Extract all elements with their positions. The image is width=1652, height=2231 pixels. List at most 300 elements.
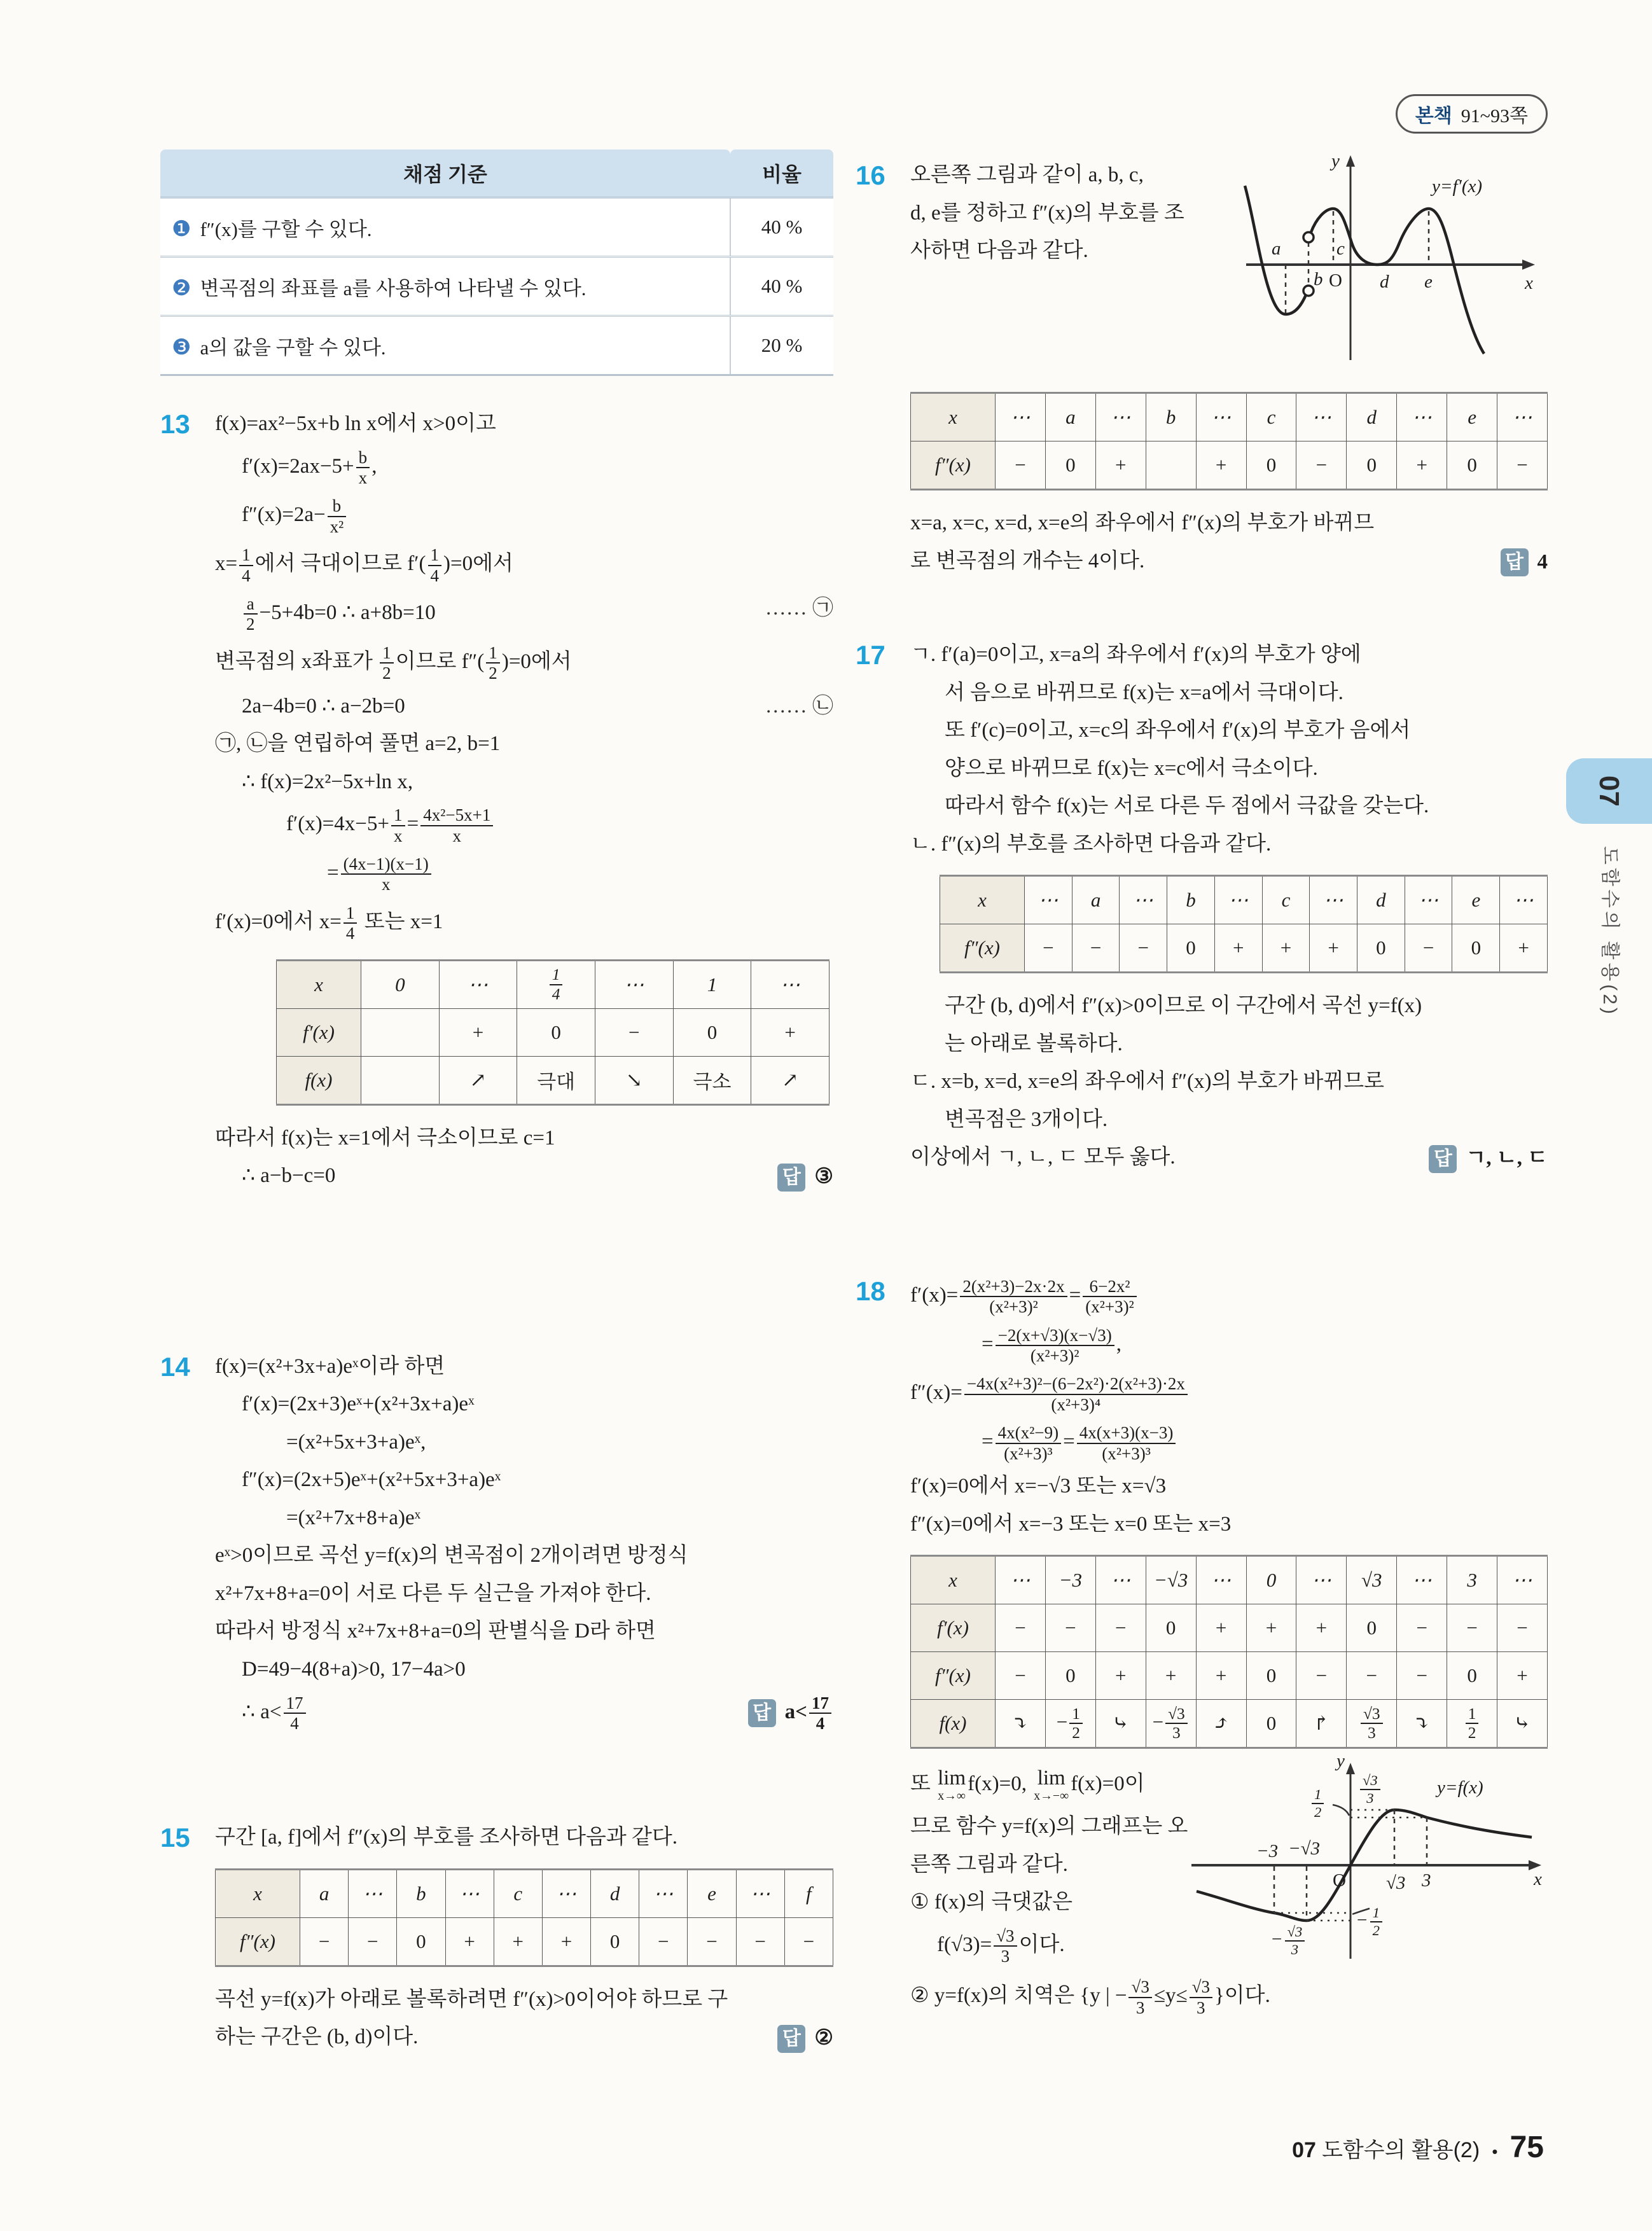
ymax-label: $\frac{√3}{3}$ xyxy=(1358,1773,1382,1806)
table-cell: − xyxy=(1497,1604,1548,1652)
table-cell: a xyxy=(300,1869,349,1917)
sign-table xyxy=(276,959,829,1106)
table-cell: + xyxy=(1497,1652,1548,1700)
text-line: ㄷ. x=b, x=d, x=e의 좌우에서 f″(x)의 부호가 바뀌므로 xyxy=(910,1070,1384,1094)
table-cell: ⋯ xyxy=(1497,1556,1548,1604)
table-cell: ⋯ xyxy=(1500,876,1548,924)
x-minus3-label: −3 xyxy=(1256,1841,1279,1862)
chapter-side-tab xyxy=(1566,758,1652,824)
rubric-text: f″(x)를 구할 수 있다. xyxy=(200,218,372,240)
row-header-cell: x xyxy=(911,1556,996,1604)
solution-lines xyxy=(910,987,1548,1178)
yhalf-label: $\frac{1}{2}$ xyxy=(1310,1787,1326,1820)
text-line: 따라서 방정식 x²+7x+8+a=0의 판별식을 D라 하면 xyxy=(215,1620,656,1643)
answer-value: a< $\frac{17}{4}$ xyxy=(785,1700,833,1723)
table-cell: + xyxy=(1095,1652,1146,1700)
table-cell xyxy=(1146,441,1196,490)
table-cell: ⤷ xyxy=(1095,1700,1146,1748)
problem-number: 17 xyxy=(856,639,885,670)
solution-lines xyxy=(910,1763,1232,1970)
text-line: = $\frac{\text{4x(x²−9)}}{\text{(x²+3)³}}$ = $\frac{4x(x+3)(x-3)}{\text{(x²+3)³}}$ xyxy=(910,1419,1548,1468)
text-line: = $\frac{-2(x+√3)(x-√3)}{\text{(x²+3)²}}$ , xyxy=(982,1325,1121,1366)
text-line: f′(x)=4x−5+ $\frac{1}{x}$ = $\frac{\text{4x²−5x+1}}{x}$ xyxy=(215,801,833,850)
answer-stamp-icon: 답 xyxy=(1501,548,1529,576)
table-row xyxy=(216,1917,833,1966)
footer-bullet: • xyxy=(1492,2141,1498,2161)
rubric-row xyxy=(160,257,833,316)
solution-lines xyxy=(910,504,1548,581)
table-cell: ⋯ xyxy=(1120,876,1167,924)
solution-lines xyxy=(910,156,1282,270)
rubric-header-row xyxy=(160,149,833,198)
table-cell: − xyxy=(1045,1604,1095,1652)
table-cell: 극소 xyxy=(673,1056,751,1104)
text-line: =(x²+7x+8+a)eˣ xyxy=(286,1506,421,1529)
problem-number: 16 xyxy=(856,160,885,190)
table-row xyxy=(911,1700,1548,1748)
table-cell: − xyxy=(1405,924,1452,973)
table-cell: 0 xyxy=(1447,441,1497,490)
table-cell: ⋯ xyxy=(1310,876,1357,924)
table-cell: 0 xyxy=(517,1008,595,1056)
table-cell: 0 xyxy=(1146,1604,1196,1652)
table-cell: 0 xyxy=(1347,441,1397,490)
table-cell: − xyxy=(1397,1604,1447,1652)
table-cell: ⋯ xyxy=(996,393,1046,441)
table-cell: ↗ xyxy=(439,1056,517,1104)
table-cell: d xyxy=(1347,393,1397,441)
table-cell: 0 xyxy=(1452,924,1500,973)
point-e-label: e xyxy=(1424,272,1433,292)
table-cell: ⋯ xyxy=(439,960,517,1008)
row-header-cell: x xyxy=(940,876,1025,924)
answer-value: ② xyxy=(814,2027,833,2050)
table-cell: a xyxy=(1045,393,1095,441)
text-line: 곡선 y=f(x)가 아래로 볼록하려면 f″(x)>0이어야 하므로 구 xyxy=(215,1987,728,2011)
footer-title: 도함수의 활용(2) xyxy=(1322,2138,1480,2162)
rubric-ratio: 20 % xyxy=(730,316,833,375)
table-cell: + xyxy=(1310,924,1357,973)
table-cell: 0 xyxy=(1045,441,1095,490)
table-cell: ⋯ xyxy=(1214,876,1262,924)
page-footer xyxy=(856,2130,1544,2165)
table-cell: ⋯ xyxy=(751,960,829,1008)
answer-value: ③ xyxy=(814,1165,833,1188)
table-cell: 0 xyxy=(673,1008,751,1056)
text-line: f′(x)=2ax−5+ $\frac{b}{x}$ , xyxy=(242,447,377,487)
table-cell: f xyxy=(784,1869,833,1917)
table-cell: 0 xyxy=(1246,1556,1296,1604)
text-line: 른쪽 그림과 같다. xyxy=(910,1852,1068,1876)
table-cell xyxy=(361,1056,440,1104)
row-header-cell: f″(x) xyxy=(911,441,996,490)
table-cell: 0 xyxy=(1246,1700,1296,1748)
text-line: f′(x)=0에서 x= $\frac{1}{4}$ 또는 x=1 xyxy=(215,903,443,943)
solution-lines xyxy=(910,1272,1548,1543)
table-cell: a xyxy=(1072,876,1120,924)
problem-16-solution xyxy=(856,151,1548,581)
text-line: ∴ a−b−c=0 답 ③ xyxy=(215,1157,833,1196)
x-minus-sqrt3-label: −√3 xyxy=(1288,1838,1320,1859)
y-axis-label: y xyxy=(1331,151,1340,171)
table-cell: + xyxy=(439,1008,517,1056)
sign-table xyxy=(910,1555,1548,1749)
step-2-icon: ❷ xyxy=(172,275,191,301)
text-line: 서 음으로 바뀌므로 f(x)는 x=a에서 극대이다. xyxy=(945,681,1343,704)
text-line: $\frac{a}{2}$ −5+4b=0 ∴ a+8b=10 …… ㉠ xyxy=(215,590,833,639)
table-cell: ↗ xyxy=(751,1056,829,1104)
row-header-cell: f(x) xyxy=(277,1056,361,1104)
table-row xyxy=(911,1652,1548,1700)
table-cell: e xyxy=(1447,393,1497,441)
text-line: 따라서 함수 f(x)는 서로 다른 두 점에서 극값을 갖는다. xyxy=(945,795,1429,818)
table-cell: 극대 xyxy=(517,1056,595,1104)
text-line: ㉠, ㉡을 연립하여 풀면 a=2, b=1 xyxy=(215,732,501,756)
table-cell: − xyxy=(996,441,1046,490)
answer-value: ㄱ, ㄴ, ㄷ xyxy=(1466,1147,1548,1171)
table-cell: 0 xyxy=(1347,1604,1397,1652)
open-circle-lower xyxy=(1303,286,1314,296)
text-line: f″(x)=0에서 x=−3 또는 x=0 또는 x=3 xyxy=(910,1512,1232,1536)
row-header-cell: f′(x) xyxy=(911,1604,996,1652)
text-line: x=a, x=c, x=d, x=e의 좌우에서 f″(x)의 부호가 바뀌므 xyxy=(910,511,1375,534)
curve-label: y=f′(x) xyxy=(1432,176,1483,197)
problem-14-solution xyxy=(160,1348,833,1738)
text-line: 구간 (b, d)에서 f″(x)>0이므로 이 구간에서 곡선 y=f(x) xyxy=(945,994,1422,1018)
problem-number: 13 xyxy=(160,409,190,439)
table-cell: + xyxy=(1296,1604,1347,1652)
table-cell: c xyxy=(1262,876,1310,924)
table-cell: − xyxy=(1347,1652,1397,1700)
table-cell: ⋯ xyxy=(1397,1556,1447,1604)
table-cell: − xyxy=(784,1917,833,1966)
table-cell: + xyxy=(1095,441,1146,490)
table-cell: + xyxy=(1397,441,1447,490)
text-line: D=49−4(8+a)>0, 17−4a>0 xyxy=(242,1658,466,1681)
table-cell: e xyxy=(688,1869,736,1917)
table-cell: − $\frac{1}{2}$ xyxy=(1045,1700,1095,1748)
text-line: 2a−4b=0 ∴ a−2b=0 …… ㉡ xyxy=(242,694,833,718)
table-cell: ↘ xyxy=(595,1056,673,1104)
y-axis-arrow xyxy=(1346,1763,1355,1774)
text-line: f″(x)= $\frac{\text{−4x(x²+3)²−(6−2x²)·2(x²+3)·2x}}{\text{(x²+3)⁴}}$ xyxy=(910,1370,1548,1419)
text-line: f″(x)=2a− $\frac{b}{\text{x²}}$ xyxy=(215,492,833,541)
table-cell: + xyxy=(1196,1604,1246,1652)
point-a-label: a xyxy=(1272,239,1281,259)
row-header-cell: f″(x) xyxy=(940,924,1025,973)
text-line: f″(x)=(2x+5)eˣ+(x²+5x+3+a)eˣ xyxy=(242,1468,501,1492)
rubric-row xyxy=(160,316,833,375)
rubric-ratio: 40 % xyxy=(730,198,833,257)
text-line: 사하면 다음과 같다. xyxy=(910,239,1088,263)
table-cell: 0 xyxy=(397,1917,445,1966)
x-axis-label: x xyxy=(1525,273,1533,293)
chapter-number: 07 xyxy=(1593,775,1625,807)
footer-page-number: 75 xyxy=(1510,2130,1544,2164)
solution-lines xyxy=(215,1819,833,1857)
table-cell: ↱ xyxy=(1296,1700,1347,1748)
table-cell: d xyxy=(591,1869,639,1917)
problem-number: 15 xyxy=(160,1823,190,1853)
table-cell: − xyxy=(1447,1604,1497,1652)
book-page-ref-badge xyxy=(1396,94,1548,134)
table-cell: e xyxy=(1452,876,1500,924)
table-cell: ⋯ xyxy=(445,1869,494,1917)
table-cell: + xyxy=(542,1917,590,1966)
table-cell: − $\frac{√3}{3}$ xyxy=(1146,1700,1196,1748)
table-cell: ⋯ xyxy=(1296,1556,1347,1604)
point-c-label: c xyxy=(1336,239,1345,259)
text-line: 므로 함수 y=f(x)의 그래프는 오 xyxy=(910,1815,1188,1838)
answer-stamp-icon: 답 xyxy=(777,1164,805,1192)
table-cell: ⋯ xyxy=(595,960,673,1008)
table-cell: 0 xyxy=(1357,924,1405,973)
table-cell: ⋯ xyxy=(996,1556,1046,1604)
table-cell: − xyxy=(1296,1652,1347,1700)
curve-label: y=f(x) xyxy=(1437,1777,1483,1798)
table-cell: − xyxy=(1397,1652,1447,1700)
solution-lines xyxy=(215,1120,833,1197)
text-line: 또 f′(c)=0이고, x=c의 좌우에서 f′(x)의 부호가 음에서 xyxy=(945,719,1411,742)
half-label-arrow xyxy=(1333,1805,1349,1816)
table-row xyxy=(216,1869,833,1917)
rubric-ratio: 40 % xyxy=(730,257,833,316)
text-line: f′(x)= $\frac{\text{2(x²+3)−2x·2x}}{\text{(x²+3)²}}$ = $\frac{\text{6−2x²}}{\text{(x²+3)²}}$ xyxy=(910,1272,1548,1321)
table-cell: $\frac{√3}{3}$ xyxy=(1347,1700,1397,1748)
ymin-label: − $\frac{√3}{3}$ xyxy=(1270,1924,1307,1957)
text-line: 로 변곡점의 개수는 4이다. 답 4 xyxy=(910,543,1548,581)
table-cell: − xyxy=(688,1917,736,1966)
table-cell: − xyxy=(1025,924,1072,973)
table-cell: ⋯ xyxy=(1497,393,1548,441)
table-cell: b xyxy=(397,1869,445,1917)
table-cell: −3 xyxy=(1045,1556,1095,1604)
text-line: f′(x)=(2x+3)eˣ+(x²+3x+a)eˣ xyxy=(242,1393,475,1416)
table-cell: $\frac{1}{2}$ xyxy=(1447,1700,1497,1748)
table-cell: + xyxy=(1214,924,1262,973)
sign-table-17 xyxy=(940,875,1548,973)
chapter-side-title: 도함수의 활용(2) xyxy=(1599,846,1620,1017)
text-line: 양으로 바뀌므로 f(x)는 x=c에서 극소이다. xyxy=(945,756,1318,780)
table-cell: − xyxy=(595,1008,673,1056)
text-line: x= $\frac{1}{4}$ 에서 극대이므로 f′( $\frac{1}{4}$ )=0에서 xyxy=(215,545,513,585)
table-cell: − xyxy=(1072,924,1120,973)
table-cell: ⋯ xyxy=(542,1869,590,1917)
table-cell: 0 xyxy=(591,1917,639,1966)
right-column xyxy=(856,94,1548,2022)
table-cell: − xyxy=(1296,441,1347,490)
text-line: f(x)=(x²+3x+a)eˣ이라 하면 xyxy=(215,1354,445,1378)
answer-stamp-icon: 답 xyxy=(748,1699,776,1727)
sign-table-15 xyxy=(215,1868,833,1967)
problem-17-solution xyxy=(856,636,1548,1178)
open-circle-upper xyxy=(1303,232,1314,242)
table-cell: + xyxy=(1146,1652,1196,1700)
text-line: 변곡점은 3개이다. xyxy=(945,1108,1108,1131)
sign-table-16 xyxy=(910,392,1548,490)
problem-number: 14 xyxy=(160,1351,190,1382)
table-cell: ⋯ xyxy=(1397,393,1447,441)
table-row xyxy=(911,393,1548,441)
x-axis-arrow xyxy=(1522,260,1535,270)
x-3-label: 3 xyxy=(1422,1870,1431,1891)
y-axis-arrow xyxy=(1346,155,1355,167)
table-cell: d xyxy=(1357,876,1405,924)
table-cell: 1 xyxy=(673,960,751,1008)
solution-lines xyxy=(910,636,1548,863)
table-cell: − xyxy=(1120,924,1167,973)
table-cell: − xyxy=(736,1917,784,1966)
row-header-cell: f″(x) xyxy=(216,1917,300,1966)
table-cell: + xyxy=(1262,924,1310,973)
text-line: d, e를 정하고 f″(x)의 부호를 조 xyxy=(910,201,1184,225)
table-cell: $\frac{1}{4}$ xyxy=(517,960,595,1008)
text-line: ㄱ. f′(a)=0이고, x=a의 좌우에서 f′(x)의 부호가 양에 xyxy=(910,643,1361,666)
table-cell: b xyxy=(1167,876,1215,924)
table-cell: ⤴ xyxy=(1196,1700,1246,1748)
text-line: 는 아래로 볼록하다. xyxy=(945,1032,1123,1055)
table-cell: − xyxy=(639,1917,688,1966)
table-row xyxy=(940,924,1548,973)
rubric-text: a의 값을 구할 수 있다. xyxy=(200,336,386,359)
badge-prefix: 본책 xyxy=(1415,106,1452,127)
table-cell: b xyxy=(1146,393,1196,441)
row-header-cell: f′(x) xyxy=(277,1008,361,1056)
table-cell: + xyxy=(1246,1604,1296,1652)
table-cell: − xyxy=(1497,441,1548,490)
table-cell: c xyxy=(1246,393,1296,441)
point-b-label: b xyxy=(1314,269,1323,289)
text-line: 구간 [a, f]에서 f″(x)의 부호를 조사하면 다음과 같다. xyxy=(215,1826,678,1849)
table-cell: 0 xyxy=(1246,441,1296,490)
table-cell: − xyxy=(300,1917,349,1966)
solution-lines xyxy=(215,1981,833,2058)
graph-y-equals-f-prime xyxy=(1242,150,1548,370)
table-cell: − xyxy=(1095,1604,1146,1652)
badge-range: 91~93쪽 xyxy=(1461,106,1528,127)
text-line: ∴ f(x)=2x²−5x+ln x, xyxy=(242,770,413,793)
table-cell: + xyxy=(494,1917,542,1966)
problem-18-solution xyxy=(856,1272,1548,2022)
x-sqrt3-label: √3 xyxy=(1386,1873,1406,1894)
sign-table xyxy=(910,392,1548,490)
footer-chapter: 07 xyxy=(1292,2138,1316,2162)
row-header-cell: f″(x) xyxy=(911,1652,996,1700)
table-cell: c xyxy=(494,1869,542,1917)
solution-lines xyxy=(910,1973,1548,2022)
table-row xyxy=(940,876,1548,924)
origin-label: O xyxy=(1329,270,1342,291)
table-row xyxy=(911,1604,1548,1652)
step-3-icon: ❸ xyxy=(172,334,191,360)
solution-lines xyxy=(215,1348,833,1738)
table-cell: − xyxy=(996,1604,1046,1652)
row-header-cell: x xyxy=(911,393,996,441)
table-cell: ⋯ xyxy=(1296,393,1347,441)
text-line: ∴ a< $\frac{17}{4}$ 답 a< $\frac{17}{4}$ xyxy=(215,1689,833,1738)
table-cell: ⋯ xyxy=(736,1869,784,1917)
sign-table xyxy=(215,1868,833,1967)
text-line: 하는 구간은 (b, d)이다. 답 ② xyxy=(215,2019,833,2057)
table-cell: 0 xyxy=(361,960,440,1008)
text-line: x²+7x+8+a=0이 서로 다른 두 실근을 가져야 한다. xyxy=(215,1581,651,1605)
answer-value: 4 xyxy=(1537,550,1548,574)
table-cell: − xyxy=(996,1652,1046,1700)
table-row xyxy=(277,1008,829,1056)
yminus-half-label: − $\frac{1}{2}$ xyxy=(1356,1905,1384,1938)
text-line: 이상에서 ㄱ, ㄴ, ㄷ 모두 옳다. 답 ㄱ, ㄴ, ㄷ xyxy=(910,1139,1548,1178)
table-cell: ⋯ xyxy=(1025,876,1072,924)
text-line: = $\frac{(4x-1)(x-1)}{x}$ xyxy=(215,850,833,899)
table-cell: 3 xyxy=(1447,1556,1497,1604)
graph-y-equals-f xyxy=(1185,1751,1554,1967)
text-line: ① f(x)의 극댓값은 xyxy=(910,1891,1072,1914)
table-cell: + xyxy=(1196,441,1246,490)
left-column xyxy=(160,149,833,2058)
y-axis-label: y xyxy=(1336,1751,1345,1772)
rubric-text: 변곡점의 좌표를 a를 사용하여 나타낼 수 있다. xyxy=(200,277,587,300)
text-line: f(√3)= $\frac{√3}{3}$ 이다. xyxy=(937,1926,1065,1966)
table-cell: 0 xyxy=(1167,924,1215,973)
text-line: 변곡점의 x좌표가 $\frac{1}{2}$ 이므로 f″( $\frac{1}{2}$ )=0에서 xyxy=(215,643,572,683)
text-line: eˣ>0이므로 곡선 y=f(x)의 변곡점이 2개이려면 방정식 xyxy=(215,1544,688,1567)
table-cell: ⋯ xyxy=(1196,393,1246,441)
text-line: 따라서 f(x)는 x=1에서 극소이므로 c=1 xyxy=(215,1126,555,1150)
point-d-label: d xyxy=(1380,272,1389,292)
sign-table-18 xyxy=(910,1555,1548,1749)
table-cell: + xyxy=(751,1008,829,1056)
table-row xyxy=(911,441,1548,490)
table-cell: ⋯ xyxy=(1095,393,1146,441)
row-header-cell: x xyxy=(216,1869,300,1917)
x-axis-label: x xyxy=(1534,1869,1542,1890)
table-cell: 0 xyxy=(1045,1652,1095,1700)
fprime-graph-svg xyxy=(1242,150,1548,370)
problem-13-solution xyxy=(160,405,833,1197)
sign-table-13 xyxy=(276,959,829,1106)
text-line: f′(x)=0에서 x=−√3 또는 x=√3 xyxy=(910,1475,1167,1498)
table-cell: 0 xyxy=(1246,1652,1296,1700)
table-cell: ⋯ xyxy=(1095,1556,1146,1604)
table-cell: − xyxy=(349,1917,397,1966)
table-cell: ⋯ xyxy=(1405,876,1452,924)
table-row xyxy=(277,1056,829,1104)
table-cell: 0 xyxy=(1447,1652,1497,1700)
table-cell: + xyxy=(1196,1652,1246,1700)
rubric-row xyxy=(160,198,833,257)
row-header-cell: f(x) xyxy=(911,1700,996,1748)
table-cell: ⋯ xyxy=(1196,1556,1246,1604)
table-cell: ⤵ xyxy=(996,1700,1046,1748)
text-line: f(x)=ax²−5x+b ln x에서 x>0이고 xyxy=(215,412,496,435)
sign-table xyxy=(940,875,1548,973)
table-row xyxy=(277,960,829,1008)
row-header-cell: x xyxy=(277,960,361,1008)
table-cell xyxy=(361,1008,440,1056)
solution-lines xyxy=(215,405,833,948)
table-cell: ⤷ xyxy=(1497,1700,1548,1748)
origin-label: O xyxy=(1333,1870,1346,1891)
rubric-header-criteria: 채점 기준 xyxy=(160,149,730,198)
table-cell: ⤵ xyxy=(1397,1700,1447,1748)
problem-number: 18 xyxy=(856,1275,885,1306)
table-cell: ⋯ xyxy=(639,1869,688,1917)
problem-15-solution xyxy=(160,1819,833,2058)
table-cell: −√3 xyxy=(1146,1556,1196,1604)
rubric-header-ratio: 비율 xyxy=(730,149,833,198)
answer-stamp-icon: 답 xyxy=(1429,1145,1457,1173)
text-line: =(x²+5x+3+a)eˣ, xyxy=(286,1430,426,1454)
